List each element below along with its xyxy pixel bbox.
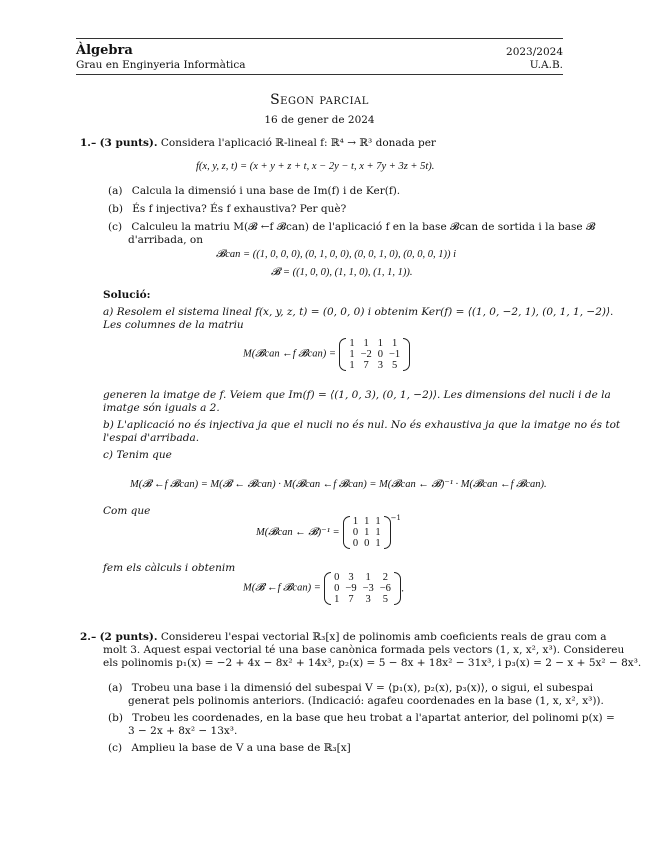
- matrix-entry: 0: [352, 527, 359, 538]
- solution-c-formula: M(𝓑 ←f 𝓑can) = M(𝓑 ← 𝓑can) · M(𝓑can ←f 𝓑can) = M(𝓑can ← 𝓑)⁻¹ · M(𝓑can ←f 𝓑can).: [130, 479, 547, 490]
- question-1-intro: Considera l'aplicació ℝ-lineal f: ℝ⁴ → ℝ³ donada per: [160, 137, 436, 149]
- matrix-entry: −2: [360, 349, 372, 360]
- solution-a-line-3: generen la imatge de f. Veiem que Im(f) = ⟨(1, 0, 3), (0, 1, −2)⟩. Les dimensions del nucli i de la: [103, 389, 611, 401]
- question-1-formula: f(x, y, z, t) = (x + y + z + t, x − 2y − t, x + 7y + 3z + 5t).: [196, 161, 435, 172]
- matrix-entry: 1: [364, 516, 370, 527]
- q1-item-b: [108, 203, 346, 215]
- solution-c-line-1: c) Tenim que: [103, 449, 172, 461]
- matrix-entry: 1: [363, 338, 369, 349]
- matrix-3-label: M(𝓑 ←f 𝓑can) =: [243, 582, 321, 594]
- q2-item-b: [108, 712, 615, 724]
- basis-b: 𝓑 = ((1, 0, 0), (1, 1, 0), (1, 1, 1)).: [271, 267, 413, 278]
- question-2-header: [80, 631, 607, 643]
- matrix-entry: −6: [379, 583, 391, 594]
- question-1-points: (3 punts).: [99, 137, 158, 149]
- question-2-points: (2 punts).: [99, 631, 158, 643]
- matrix-entry: 0: [334, 572, 340, 583]
- q2-item-a-text-1: Trobeu una base i la dimensió del subespai V = ⟨p₁(x), p₂(x), p₃(x)⟩, o sigui, el subespai: [131, 682, 594, 694]
- q2-item-a: [108, 682, 593, 694]
- q2-item-a-text-2: generat pels polinomis anteriors. (Indicació: agafeu coordenades en la base (1, x, x², x³)).: [128, 695, 604, 707]
- matrix-2-exponent: −1: [390, 514, 401, 522]
- course-title: Àlgebra: [76, 43, 133, 58]
- header-top-rule: [76, 38, 563, 39]
- question-2-line-1: Considereu l'espai vectorial ℝ₃[x] de polinomis amb coeficients reals de grau com a: [160, 631, 607, 643]
- matrix-entry: 1: [375, 538, 381, 549]
- matrix-entry: 1: [391, 338, 398, 349]
- q1-item-c-text-1: Calculeu la matriu M(𝓑 ←f 𝓑can) de l'aplicació f en la base 𝓑can de sortida i la base 𝓑: [131, 221, 596, 233]
- q2-item-b-label: (b): [108, 712, 123, 724]
- matrix-3: [324, 572, 401, 605]
- q2-item-b-text-2: 3 − 2x + 8x² − 13x³.: [128, 725, 238, 737]
- matrix-2-label: M(𝓑can ← 𝓑)⁻¹ =: [256, 527, 340, 538]
- solution-label: Solució:: [103, 289, 151, 301]
- matrix-entry: 1: [365, 572, 371, 583]
- q2-item-c-text-1: Amplieu la base de V a una base de ℝ₃[x]: [131, 742, 351, 754]
- matrix-entry: 1: [377, 338, 383, 349]
- matrix-entry: 3: [377, 360, 383, 371]
- matrix-entry: −9: [345, 583, 357, 594]
- matrix-entry: 1: [334, 594, 340, 605]
- solution-a-line-2: Les columnes de la matriu: [103, 319, 244, 331]
- academic-year: 2023/2024: [506, 46, 563, 58]
- exam-title: Segon parcial: [270, 92, 369, 108]
- matrix-entry: 1: [375, 527, 381, 538]
- matrix-entry: 5: [391, 360, 398, 371]
- question-2-line-3: els polinomis p₁(x) = −2 + 4x − 8x² + 14x³, p₂(x) = 5 − 8x + 18x² − 31x³, i p₃(x) = 2 − x + 5x² − 8x³.: [103, 657, 642, 669]
- matrix-entry: 5: [382, 594, 388, 605]
- q1-item-b-label: (b): [108, 203, 123, 215]
- matrix-entry: 7: [363, 360, 369, 371]
- q1-item-a-label: (a): [108, 185, 123, 197]
- matrix-3-block: M(𝓑 ←f 𝓑can) = 0 3 1 2 0 −9 −3 −6 1 7 3 5 .: [243, 572, 405, 605]
- q1-item-a-text: Calcula la dimensió i una base de Im(f) i de Ker(f).: [131, 185, 401, 197]
- matrix-1-block: [243, 338, 410, 380]
- matrix-entry: 1: [375, 516, 381, 527]
- matrix-entry: 0: [377, 349, 383, 360]
- solution-a-line-1: a) Resolem el sistema lineal f(x, y, z, t) = (0, 0, 0) i obtenim Ker(f) = ⟨(1, 0, −2, 1), (0, 1, 1, −2)⟩.: [103, 306, 614, 318]
- matrix-entry: 0: [364, 538, 370, 549]
- q1-item-c-label: (c): [108, 221, 123, 233]
- matrix-1: [339, 338, 410, 371]
- solution-a-line-4: imatge són iguals a 2.: [103, 402, 220, 414]
- q1-item-a: [108, 185, 400, 197]
- q2-item-c-label: (c): [108, 742, 123, 754]
- course-degree: Grau en Enginyeria Informàtica: [76, 59, 246, 71]
- matrix-entry: 3: [348, 572, 354, 583]
- solution-b-line-1: b) L'aplicació no és injectiva ja que el nucli no és nul. No és exhaustiva ja que la imatge no és tot: [103, 419, 621, 431]
- com-que: Com que: [103, 505, 151, 517]
- matrix-2: [343, 516, 391, 549]
- q1-item-c-text-2: d'arribada, on: [128, 234, 203, 246]
- q2-item-c: [108, 742, 351, 754]
- matrix-entry: 1: [349, 360, 355, 371]
- matrix-1-label: M(𝓑can ←f 𝓑can) =: [243, 348, 336, 360]
- matrix-entry: −3: [362, 583, 374, 594]
- question-1-number: 1.–: [80, 137, 97, 149]
- solution-b-line-2: l'espai d'arribada.: [103, 432, 200, 444]
- q1-item-b-text: És f injectiva? És f exhaustiva? Per què?: [132, 203, 347, 215]
- q1-item-c: [108, 221, 595, 234]
- matrix-entry: 1: [364, 527, 370, 538]
- matrix-entry: 3: [365, 594, 371, 605]
- university: U.A.B.: [529, 59, 563, 71]
- matrix-entry: −1: [388, 349, 401, 360]
- question-2-line-2: molt 3. Aquest espai vectorial té una base canònica formada pels vectors (1, x, x², x³). Considereu: [103, 644, 625, 656]
- matrix-entry: 1: [349, 338, 355, 349]
- matrix-entry: 7: [348, 594, 354, 605]
- header-bottom-rule: [76, 74, 563, 75]
- q2-item-a-label: (a): [108, 682, 123, 694]
- basis-can: 𝓑can = ((1, 0, 0, 0), (0, 1, 0, 0), (0, 0, 1, 0), (0, 0, 0, 1)) i: [216, 249, 457, 260]
- q2-item-b-text-1: Trobeu les coordenades, en la base que heu trobat a l'apartat anterior, del polinomi p(x) =: [132, 712, 615, 724]
- fem-line: fem els càlculs i obtenim: [103, 562, 236, 574]
- matrix-entry: 0: [334, 583, 340, 594]
- matrix-entry: 1: [349, 349, 355, 360]
- matrix-entry: 2: [382, 572, 388, 583]
- exam-date: 16 de gener de 2024: [264, 114, 375, 126]
- question-2-number: 2.–: [80, 631, 97, 643]
- matrix-entry: 1: [352, 516, 359, 527]
- matrix-entry: 0: [352, 538, 359, 549]
- matrix-2-block: [256, 516, 401, 558]
- question-1-header: [80, 137, 436, 149]
